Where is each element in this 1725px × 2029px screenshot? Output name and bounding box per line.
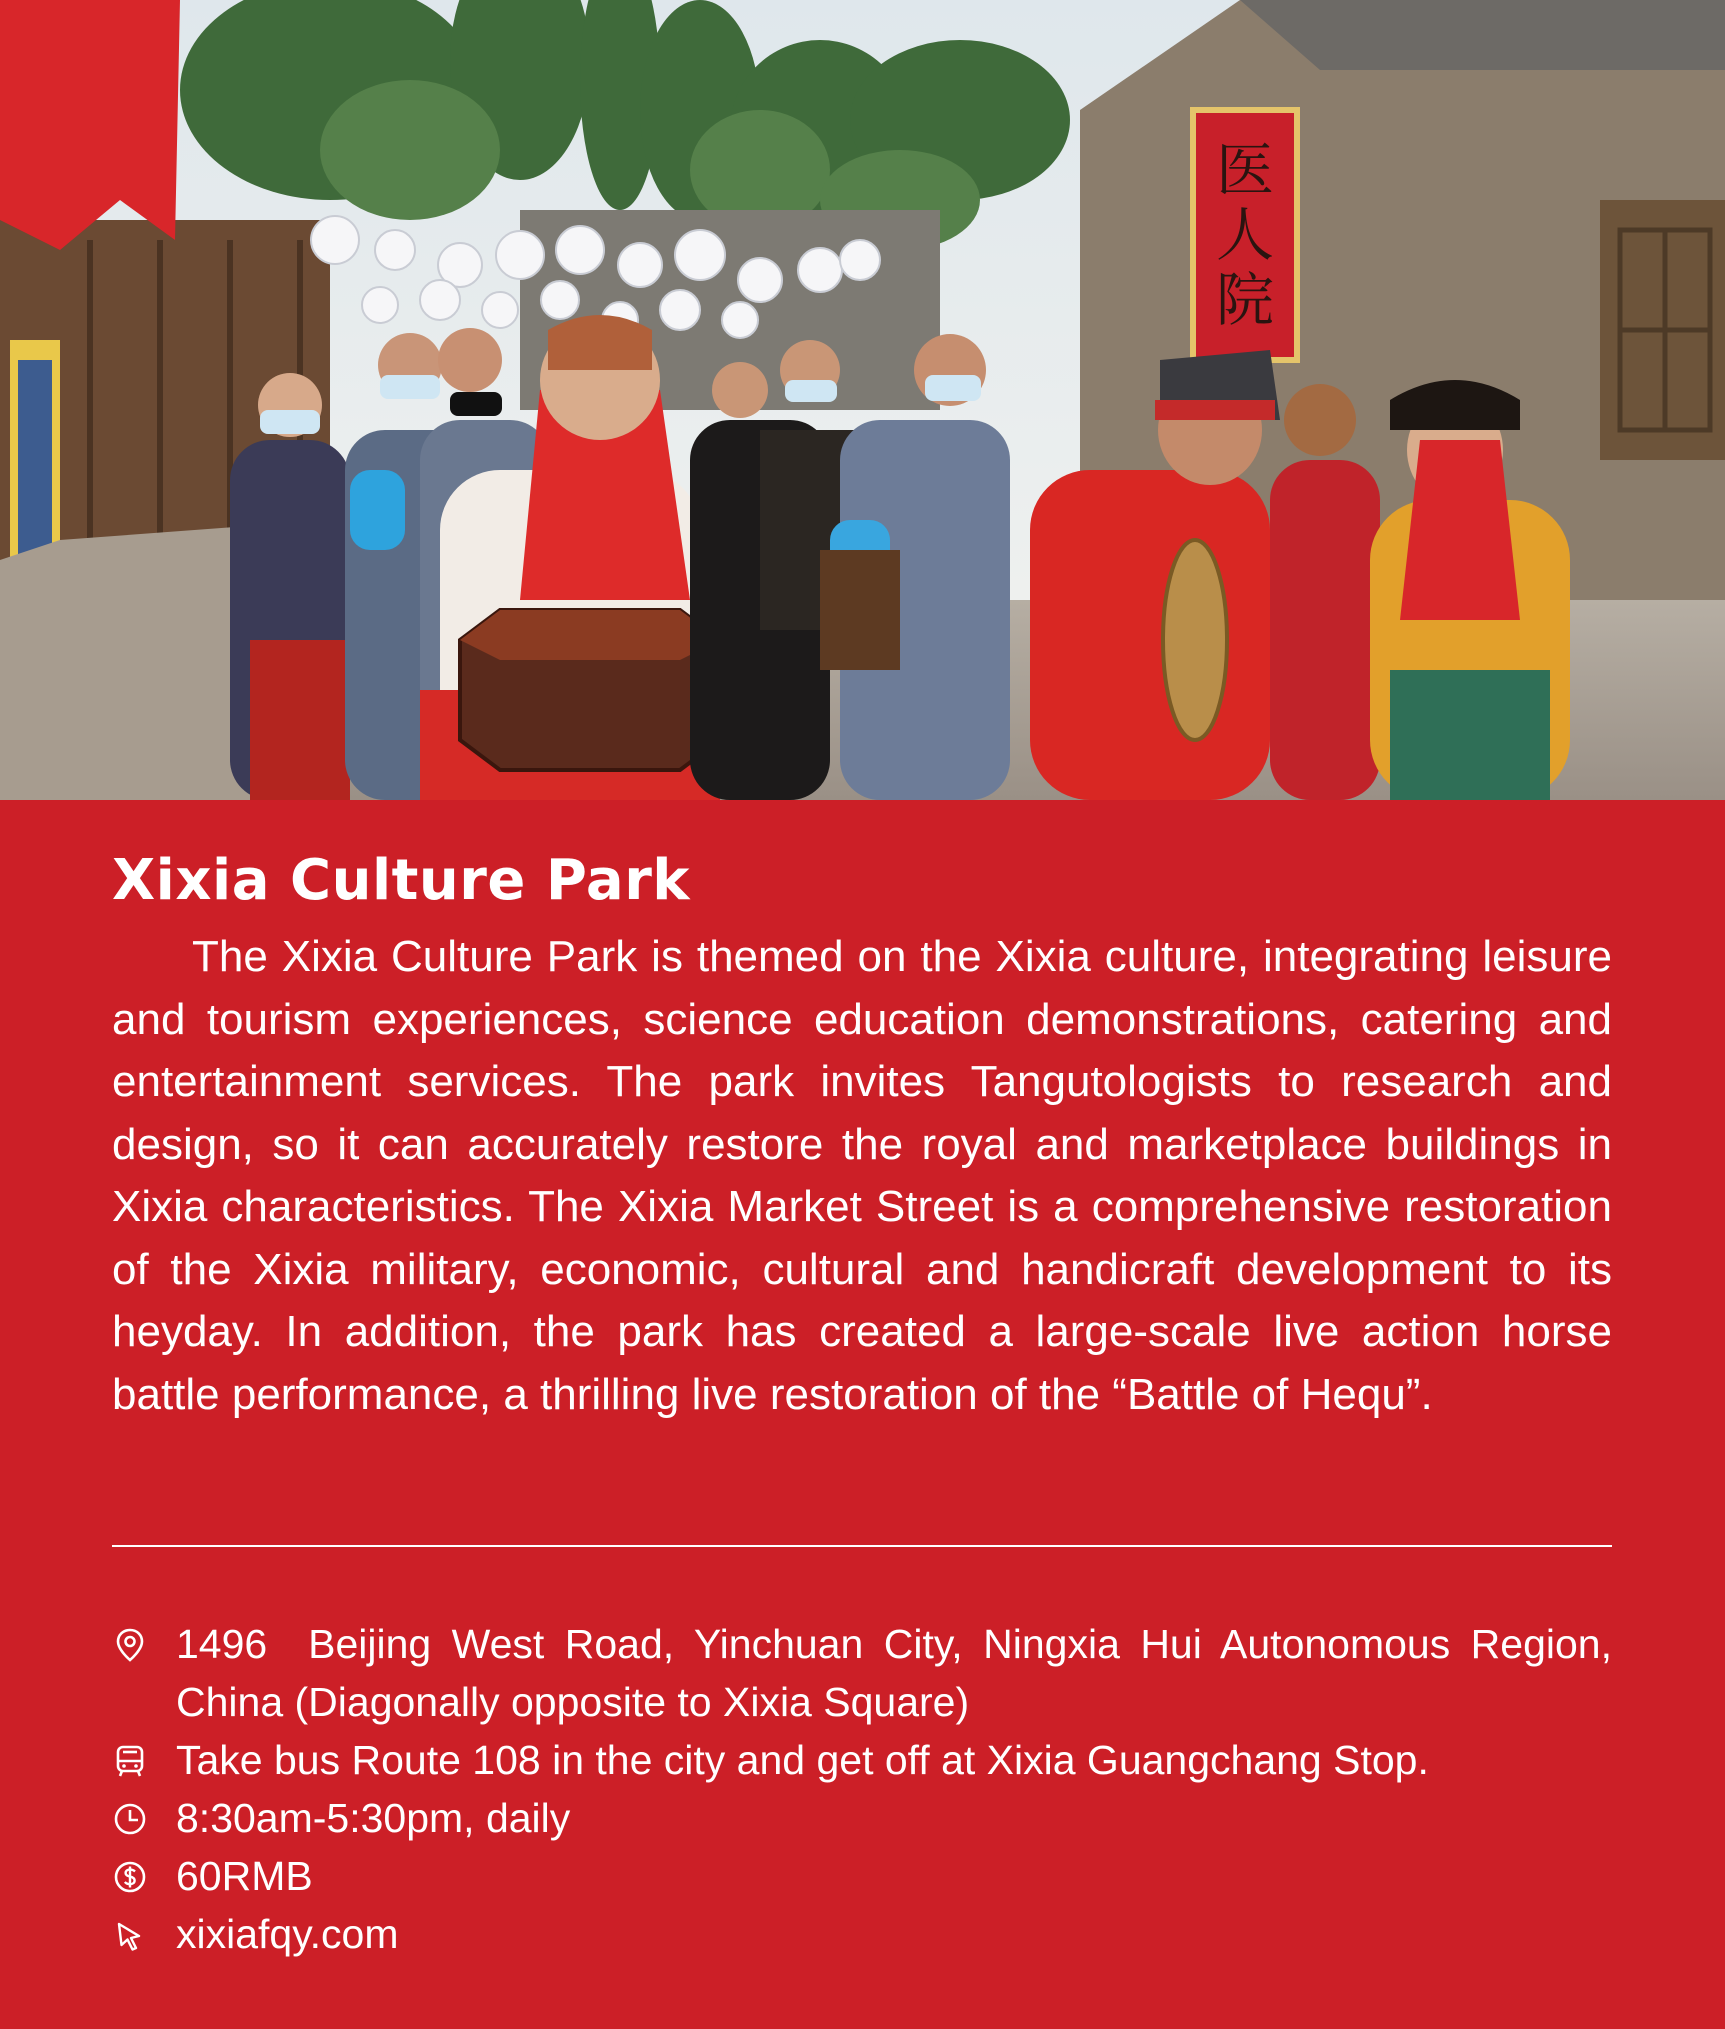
hero-photo <box>0 0 1725 800</box>
hero-photo-illustration <box>0 0 1725 800</box>
page-title: Xixia Culture Park <box>112 848 691 913</box>
address-text: 1496 Beijing West Road, Yinchuan City, Ningxia Hui Autonomous Region, China (Diagonally opposite to Xixia Square) <box>176 1621 1624 1725</box>
location-pin-icon <box>112 1627 148 1663</box>
website-row <box>112 1905 1612 1963</box>
cursor-icon <box>112 1917 148 1953</box>
banner-char-2: 人 <box>1215 201 1275 269</box>
website-link[interactable]: xixiafqy.com <box>176 1911 399 1957</box>
hours-row <box>112 1789 1612 1847</box>
info-list <box>112 1615 1624 1963</box>
divider <box>112 1545 1612 1547</box>
banner-char-3: 院 <box>1215 266 1275 334</box>
price-text: 60RMB <box>176 1853 313 1899</box>
address-row <box>112 1615 1624 1731</box>
description-paragraph: The Xixia Culture Park is themed on the Xixia culture, integrating leisure and tourism experiences, science education demonstrations, catering and entertainment services. The park invites Tangutologists to research and design, so it can accurately restore the royal and marketplace buildings in Xixia characteristics. The Xixia Market Street is a comprehensive restoration of the Xixia military, economic, cultural and handicraft development to its heyday. In addition, the park has created a large-scale live action horse battle performance, a thrilling live restoration of the “Battle of Hequ”. <box>112 932 1612 1419</box>
dollar-icon <box>112 1859 148 1895</box>
bus-icon <box>112 1743 148 1779</box>
clock-icon <box>112 1801 148 1837</box>
price-row <box>112 1847 1612 1905</box>
transport-text: Take bus Route 108 in the city and get off at Xixia Guangchang Stop. <box>176 1737 1429 1783</box>
transport-row <box>112 1731 1612 1789</box>
hours-text: 8:30am-5:30pm, daily <box>176 1795 571 1841</box>
banner-char-1: 医 <box>1215 136 1275 204</box>
